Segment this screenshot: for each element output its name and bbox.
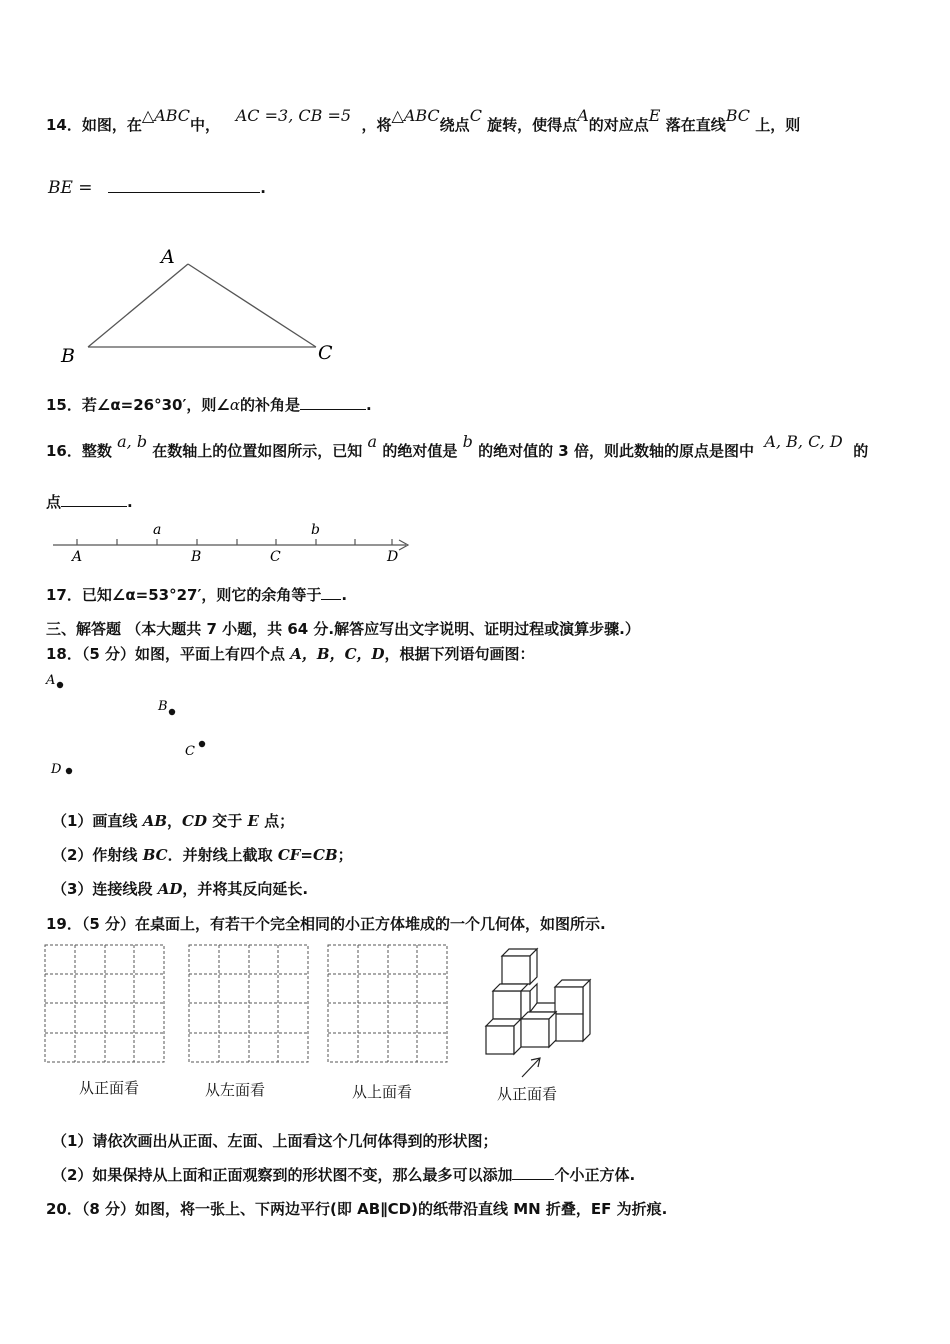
q20: 20．（8 分）如图，将一张上、下两边平行(即 AB∥CD)的纸带沿直线 MN 折叠，EF 为折痕. (46, 1200, 668, 1218)
axis-label-a: A (72, 549, 83, 565)
caption-front-view: 从正面看 (79, 1079, 140, 1097)
axis-label-b: B (191, 549, 202, 565)
section-3-heading: 三、解答题 （本大题共 7 小题，共 64 分.解答应写出文字说明、证明过程或演算步骤.） (46, 620, 640, 638)
q15: 15．若∠α=26°30′，则∠α的补角是 . (46, 396, 372, 414)
q19-part-1: （1）请依次画出从正面、左面、上面看这个几何体得到的形状图； (52, 1132, 498, 1150)
vertex-a-label: A (161, 246, 175, 268)
q19-part-2: （2）如果保持从上面和正面观察到的形状图不变，那么最多可以添加 个小正方体. (52, 1166, 636, 1184)
q14-line1: 14．如图，在△ABC中， AC =3, CB =5 ，将△ABC绕点C 旋转，使得点A的对应点E 落在直线BC 上，则 (46, 106, 801, 134)
axis-label-d: D (387, 549, 399, 565)
point-c-label: C (185, 744, 195, 759)
q18-stem: 18．（5 分）如图，平面上有四个点 A，B，C，D，根据下列语句画图： (46, 645, 535, 663)
caption-left-view: 从左面看 (205, 1081, 266, 1099)
point-a-label: A (46, 673, 56, 688)
vertex-c-label: C (318, 342, 333, 364)
caption-top-view: 从上面看 (352, 1083, 413, 1101)
point-b-label: B (158, 699, 168, 714)
q19-stem: 19．（5 分）在桌面上，有若干个完全相同的小正方体堆成的一个几何体，如图所示. (46, 915, 606, 933)
answer-blank[interactable] (512, 1165, 554, 1180)
caption-front-direction: 从正面看 (497, 1085, 558, 1103)
q14-answer-line: BE = . (48, 178, 266, 198)
axis-label-c: C (270, 549, 281, 565)
axis-above-b: b (311, 522, 320, 538)
q17: 17．已知∠α=53°27′，则它的余角等于 . (46, 586, 348, 604)
vertex-b-label: B (61, 345, 75, 367)
axis-above-a: a (153, 522, 162, 538)
q18-step-1: （1）画直线 AB，CD 交于 E 点； (52, 812, 295, 830)
point-d-label: D (51, 762, 62, 777)
q18-step-2: （2）作射线 BC．并射线上截取 CF=CB； (52, 846, 353, 864)
q18-step-3: （3）连接线段 AD，并将其反向延长. (52, 880, 309, 898)
q16-line2: 点 . (46, 493, 133, 511)
q16-line1: 16．整数 a, b 在数轴上的位置如图所示，已知 a 的绝对值是 b 的绝对值的 3 倍，则此数轴的原点是图中 A, B, C, D 的 (46, 432, 869, 460)
